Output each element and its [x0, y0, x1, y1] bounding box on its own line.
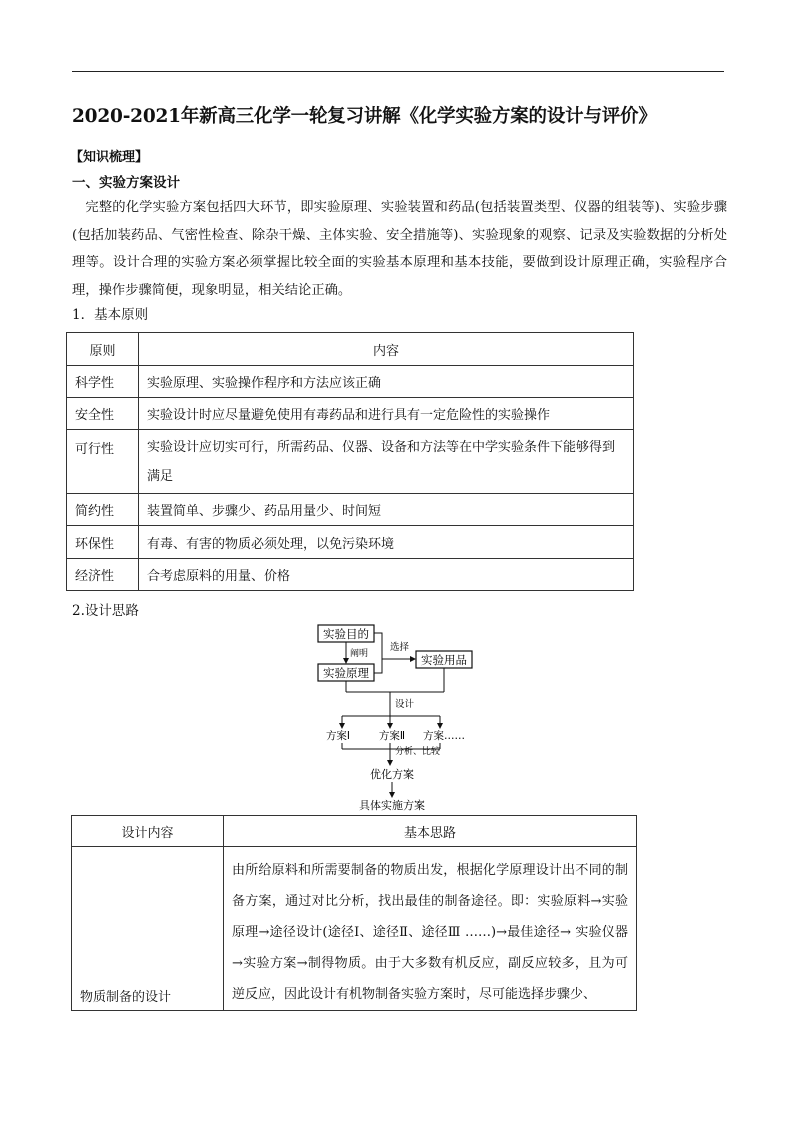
header-design-content: 设计内容 [72, 816, 224, 847]
table-row [67, 366, 634, 398]
principles-table [66, 332, 634, 591]
table-row [67, 494, 634, 526]
box-materials-label: 实验用品 [421, 653, 467, 667]
design-item-content: 由所给原料和所需要制备的物质出发，根据化学原理设计出不同的制备方案，通过对比分析，找出最佳的制备途径。即：实验原料→实验原理→途径设计(途径Ⅰ、途径Ⅱ、途径Ⅲ ……)→最佳途径→ 实验仪器→实验方案→制得物质。由于大多数有机反应，副反应较多，且为可逆反应，因此设计有机物制备实验方案时，尽可能选择步骤少、 [224, 847, 637, 1011]
intro-paragraph [72, 194, 727, 304]
heading-experiment-design: 一、实验方案设计 [72, 175, 180, 191]
plan2-label: 方案Ⅱ [378, 730, 406, 742]
table-row [67, 430, 634, 494]
principle-content: 装置简单、步骤少、药品用量少、时间短 [139, 494, 634, 526]
label-select: 选择 [390, 642, 410, 653]
principle-content: 合考虑原料的用量、价格 [139, 559, 634, 591]
box-goal-label: 实验目的 [323, 627, 369, 641]
principle-name: 科学性 [67, 366, 139, 398]
table-row [67, 526, 634, 559]
plan3-label: 方案…… [423, 730, 465, 742]
top-rule [72, 71, 724, 72]
table-row [67, 398, 634, 430]
principle-content: 有毒、有害的物质必须处理，以免污染环境 [139, 526, 634, 559]
heading-basic-principles: 1．基本原则 [72, 307, 149, 323]
design-item-name: 物质制备的设计 [72, 847, 224, 1011]
design-flowchart [310, 620, 490, 812]
principle-name: 简约性 [67, 494, 139, 526]
box-principle-label: 实验原理 [323, 666, 369, 680]
principle-name: 环保性 [67, 526, 139, 559]
plan1-label: 方案Ⅰ [325, 730, 351, 742]
optimized-label: 优化方案 [370, 768, 414, 781]
label-design: 设计 [395, 699, 415, 710]
intro-text: 完整的化学实验方案包括四大环节，即实验原理、实验装置和药品(包括装置类型、仪器的组装等)、实验步骤(包括加装药品、气密性检查、除杂干燥、主体实验、安全措施等)、实验现象的观察、记录及实验数据的分析处理等。设计合理的实验方案必须掌握比较全面的实验基本原理和基本技能，要做到设计原理正确，实验程序合理，操作步骤简便，现象明显，相关结论正确。 [72, 200, 727, 298]
table-row [67, 559, 634, 591]
principle-content: 实验设计应切实可行，所需药品、仪器、设备和方法等在中学实验条件下能够得到满足 [139, 430, 634, 494]
label-clarify: 阐明 [350, 649, 369, 659]
table-header-row [72, 816, 637, 847]
header-basic-approach: 基本思路 [224, 816, 637, 847]
page-title: 2020-2021年新高三化学一轮复习讲解《化学实验方案的设计与评价》 [72, 106, 657, 127]
final-label: 具体实施方案 [359, 799, 425, 812]
principle-name: 安全性 [67, 398, 139, 430]
label-analyze: 分析、比较 [395, 747, 441, 757]
heading-design-approach: 2.设计思路 [72, 603, 139, 619]
header-principle: 原则 [67, 333, 139, 366]
header-content: 内容 [139, 333, 634, 366]
bracket [374, 633, 382, 673]
principle-name: 可行性 [67, 430, 139, 494]
section-tag: 【知识梳理】 [70, 150, 149, 165]
principle-name: 经济性 [67, 559, 139, 591]
table-header-row [67, 333, 634, 366]
principle-content: 实验原理、实验操作程序和方法应该正确 [139, 366, 634, 398]
design-table [71, 815, 637, 1011]
principle-content: 实验设计时应尽量避免使用有毒药品和进行具有一定危险性的实验操作 [139, 398, 634, 430]
table-row [72, 847, 637, 1011]
